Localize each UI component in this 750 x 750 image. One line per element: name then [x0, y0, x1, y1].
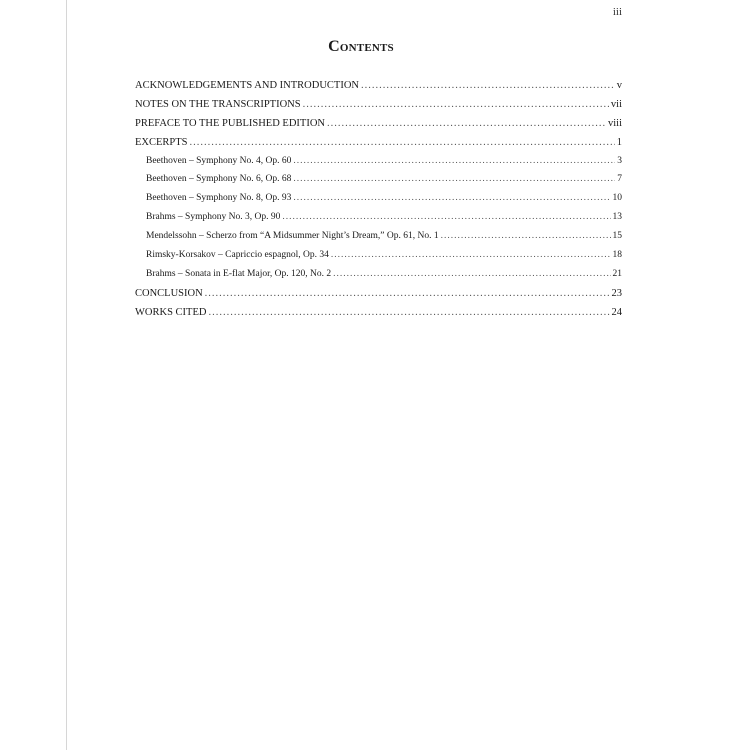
- dot-leader: [208, 307, 609, 318]
- toc-entry: [135, 118, 622, 137]
- toc-subentry: [135, 156, 622, 175]
- toc-entry-label: Beethoven – Symphony No. 4, Op. 60: [146, 155, 292, 166]
- toc-subentry: [135, 212, 622, 231]
- toc-subentry: [135, 269, 622, 288]
- toc-entry: [135, 80, 622, 99]
- toc-entry-page: 3: [617, 155, 622, 166]
- dot-leader: [205, 288, 610, 299]
- toc-subentry: [135, 250, 622, 269]
- toc-entry: [135, 137, 622, 156]
- toc-entry-label: Rimsky-Korsakov – Capriccio espagnol, Op. 34: [146, 250, 329, 261]
- toc-entry-label: Brahms – Symphony No. 3, Op. 90: [146, 212, 281, 223]
- toc-entry-label: EXCERPTS: [135, 136, 188, 148]
- page-title: Contents: [328, 38, 394, 55]
- toc-entry-label: CONCLUSION: [135, 287, 203, 299]
- dot-leader: [293, 156, 615, 166]
- page-edge-divider: [66, 0, 67, 750]
- toc-entry-label: Beethoven – Symphony No. 8, Op. 93: [146, 193, 292, 204]
- dot-leader: [331, 250, 611, 260]
- toc-entry-page: 13: [612, 212, 622, 223]
- toc-entry-page: 18: [612, 250, 622, 261]
- toc-entry-page: 24: [611, 306, 622, 318]
- toc-entry-label: ACKNOWLEDGEMENTS AND INTRODUCTION: [135, 80, 359, 91]
- toc-subentry: [135, 193, 622, 212]
- toc-entry-label: Beethoven – Symphony No. 6, Op. 68: [146, 174, 292, 185]
- dot-leader: [293, 193, 610, 203]
- dot-leader: [361, 80, 615, 91]
- dot-leader: [441, 231, 611, 241]
- toc-entry-page: 1: [616, 136, 622, 148]
- toc-entry-page: 7: [617, 174, 622, 185]
- toc-entry-label: Mendelssohn – Scherzo from “A Midsummer Night’s Dream,” Op. 61, No. 1: [146, 231, 439, 242]
- toc-entry-label: WORKS CITED: [135, 306, 207, 318]
- dot-leader: [282, 212, 610, 222]
- toc-entry-page: vii: [610, 98, 622, 110]
- toc-entry-label: PREFACE TO THE PUBLISHED EDITION: [135, 117, 325, 129]
- toc-entry-page: 15: [612, 231, 622, 242]
- toc-entry-page: viii: [607, 117, 622, 129]
- toc-entry-label: Brahms – Sonata in E-flat Major, Op. 120, No. 2: [146, 268, 332, 279]
- toc-subentry: [135, 231, 622, 250]
- toc-entry: [135, 288, 622, 307]
- dot-leader: [333, 269, 610, 279]
- dot-leader: [293, 174, 615, 184]
- toc-entry-page: 21: [612, 268, 622, 279]
- toc-entry-page: 10: [612, 193, 622, 204]
- toc-entry-label: NOTES ON THE TRANSCRIPTIONS: [135, 98, 301, 110]
- table-of-contents: [135, 80, 622, 326]
- toc-entry: [135, 99, 622, 118]
- dot-leader: [190, 137, 615, 148]
- dot-leader: [303, 99, 609, 110]
- dot-leader: [327, 118, 606, 129]
- page-number: iii: [612, 6, 622, 18]
- toc-entry-page: v: [616, 80, 622, 91]
- toc-subentry: [135, 174, 622, 193]
- toc-entry-page: 23: [611, 287, 622, 299]
- toc-entry: [135, 307, 622, 326]
